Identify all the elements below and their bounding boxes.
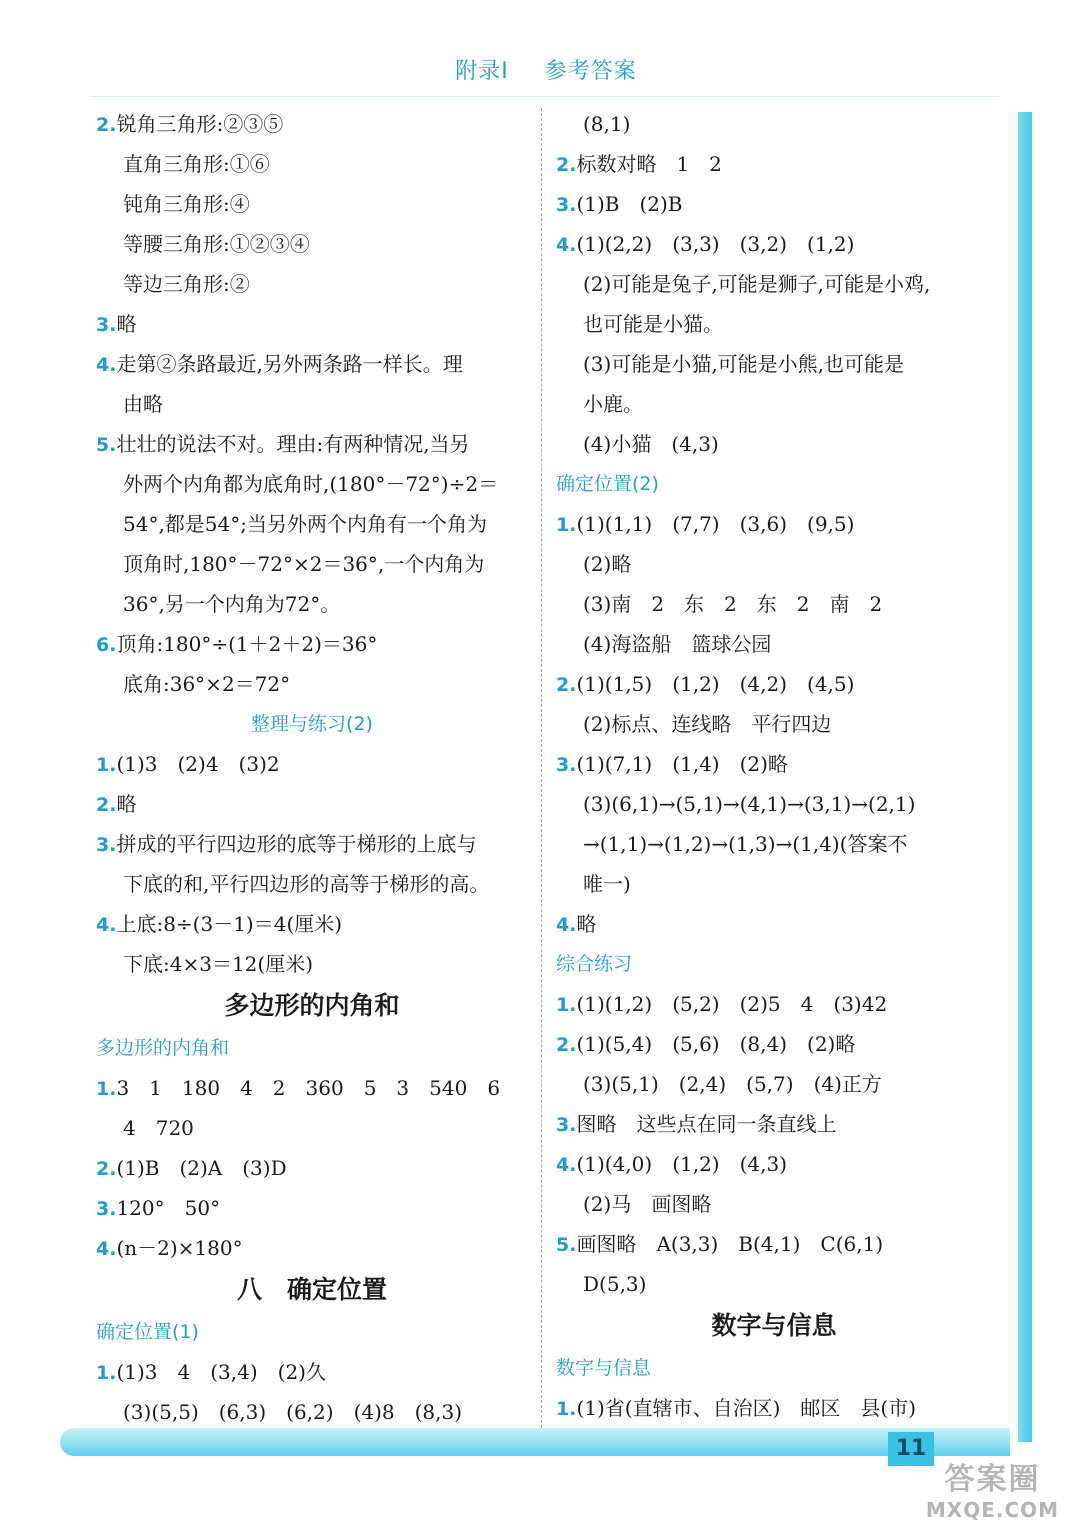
question-number: 4. [556,1154,577,1176]
question-number: 4. [556,914,577,936]
answer-text: (1)(1,5) (1,2) (4,2) (4,5) [576,672,855,696]
question-number: 4. [556,234,577,256]
answer-item [96,1148,528,1188]
answer-item [96,1188,528,1228]
answer-continuation: (3)可能是小猫,可能是小熊,也可能是 [583,352,905,376]
answer-continuation: (4)海盗船 篮球公园 [583,632,772,656]
question-number: 1. [556,1398,577,1420]
question-number: 3. [556,754,577,776]
answer-text: 画图略 A(3,3) B(4,1) C(6,1) [576,1232,884,1256]
section-heading: 确定位置(2) [556,473,659,495]
section-heading: 多边形的内角和 [96,1037,230,1059]
question-number: 2. [96,1158,117,1180]
watermark-logo: 答案圈 [944,1462,1041,1497]
header-rule [90,96,1000,97]
answer-item [556,504,992,544]
answer-continuation: 下底的和,平行四边形的高等于梯形的高。 [123,872,490,896]
question-number: 1. [556,514,577,536]
question-number: 4. [96,354,117,376]
answer-text: 上底:8÷(3－1)＝4(厘米) [116,912,343,936]
answer-continuation: (4)小猫 (4,3) [583,432,719,456]
answer-item [96,784,528,824]
question-number: 1. [556,994,577,1016]
page-number: 11 [888,1432,934,1466]
section-heading: 整理与练习(2) [251,713,373,735]
answer-text: (1)(2,2) (3,3) (3,2) (1,2) [576,232,855,256]
answer-text: (1)(5,4) (5,6) (8,4) (2)略 [576,1032,856,1056]
question-number: 2. [556,1034,577,1056]
answer-text: 略 [576,912,597,936]
page-header [0,54,1092,85]
answer-text: 图略 这些点在同一条直线上 [576,1112,837,1136]
question-number: 4. [96,914,117,936]
answer-continuation: →(1,1)→(1,2)→(1,3)→(1,4)(答案不 [583,832,908,856]
question-number: 3. [96,834,117,856]
question-number: 2. [556,154,577,176]
decorative-bottom-band [60,1428,1010,1456]
answer-continuation: 小鹿。 [583,392,643,416]
question-number: 2. [96,794,117,816]
answer-item [96,1228,528,1268]
question-number: 3. [556,194,577,216]
answer-text: (1)B (2)A (3)D [116,1156,287,1180]
answer-continuation: (2)略 [583,552,632,576]
right-column [556,104,992,1428]
answer-item [556,224,992,264]
answer-text: 标数对略 1 2 [576,152,722,176]
answer-text: (n－2)×180° [116,1236,243,1260]
answer-continuation: 4 720 [123,1116,194,1140]
answer-item [556,744,992,784]
answer-continuation: 等腰三角形:①②③④ [123,232,310,256]
answer-item [556,1144,992,1184]
answer-text: 120° 50° [116,1196,221,1220]
answer-continuation: (3)(6,1)→(5,1)→(4,1)→(3,1)→(2,1) [583,792,916,816]
answer-continuation: 顶角时,180°－72°×2＝36°,一个内角为 [123,552,485,576]
question-number: 1. [96,754,117,776]
answer-item [96,824,528,864]
answer-text: 3 1 180 4 2 360 5 3 540 6 [116,1076,501,1100]
answer-text: 略 [116,312,137,336]
answer-continuation: 也可能是小猫。 [583,312,723,336]
question-number: 5. [96,434,117,456]
answer-text: (1)(4,0) (1,2) (4,3) [576,1152,788,1176]
answer-continuation: (2)马 画图略 [583,1192,712,1216]
chapter-title: 数字与信息 [711,1311,837,1340]
answer-item [556,1224,992,1264]
answer-text: 走第②条路最近,另外两条路一样长。理 [116,352,463,376]
answer-item [96,344,528,384]
answer-continuation: 直角三角形:①⑥ [123,152,270,176]
answer-text: (1)3 (2)4 (3)2 [116,752,280,776]
answer-continuation: (2)标点、连线略 平行四边 [583,712,832,736]
answer-continuation: 钝角三角形:④ [123,192,250,216]
answer-continuation: 由略 [123,392,163,416]
answer-continuation: (2)可能是兔子,可能是狮子,可能是小鸡, [583,272,931,296]
answer-text: (1)3 4 (3,4) (2)久 [116,1360,326,1384]
header-appendix: 附录Ⅰ [455,59,509,84]
question-number: 3. [556,1114,577,1136]
question-number: 3. [96,314,117,336]
answer-continuation: 等边三角形:② [123,272,250,296]
answer-item [96,104,528,144]
section-heading: 综合练习 [556,953,633,975]
question-number: 3. [96,1198,117,1220]
answer-continuation: (3)(5,1) (2,4) (5,7) (4)正方 [583,1072,882,1096]
question-number: 1. [96,1078,117,1100]
answer-text: (1)省(直辖市、自治区) 邮区 县(市) [576,1396,916,1420]
answer-continuation: 下底:4×3＝12(厘米) [123,952,313,976]
answer-item [556,1388,992,1428]
answer-text: 略 [116,792,137,816]
watermark [900,1462,1085,1532]
answer-continuation: (8,1) [583,112,631,136]
answer-item [96,904,528,944]
section-heading: 数字与信息 [556,1357,652,1379]
answer-text: (1)(7,1) (1,4) (2)略 [576,752,788,776]
answer-item [96,1352,528,1392]
answer-text: (1)B (2)B [576,192,683,216]
header-title: 参考答案 [544,59,637,84]
chapter-title: 八 确定位置 [236,1275,387,1304]
answer-item [556,1024,992,1064]
answer-continuation: 唯一) [583,872,631,896]
watermark-url: MXQE.COM [925,1498,1060,1522]
chapter-title: 多边形的内角和 [224,991,400,1020]
answer-continuation: (3)(5,5) (6,3) (6,2) (4)8 (8,3) [123,1400,463,1424]
answer-item [96,1068,528,1108]
answer-continuation: D(5,3) [583,1272,647,1296]
column-divider [541,108,542,1428]
question-number: 2. [556,674,577,696]
answer-continuation: 底角:36°×2＝72° [123,672,291,696]
left-column [96,104,528,1432]
answer-text: (1)(1,1) (7,7) (3,6) (9,5) [576,512,855,536]
answer-item [96,744,528,784]
answer-continuation: 54°,都是54°;当另外两个内角有一个角为 [123,512,487,536]
answer-item [96,424,528,464]
answer-text: 顶角:180°÷(1＋2＋2)＝36° [116,632,378,656]
answer-item [556,984,992,1024]
answer-text: 壮壮的说法不对。理由:有两种情况,当另 [116,432,470,456]
question-number: 2. [96,114,117,136]
answer-item [556,664,992,704]
question-number: 1. [96,1362,117,1384]
question-number: 5. [556,1234,577,1256]
answer-continuation: 36°,另一个内角为72°。 [123,592,341,616]
answer-continuation: (3)南 2 东 2 东 2 南 2 [583,592,883,616]
answer-item [556,904,992,944]
answer-item [556,1104,992,1144]
question-number: 4. [96,1238,117,1260]
answer-item [96,624,528,664]
answer-text: 拼成的平行四边形的底等于梯形的上底与 [116,832,477,856]
answer-item [556,144,992,184]
answer-continuation: 外两个内角都为底角时,(180°－72°)÷2＝ [123,472,499,496]
answer-item [556,184,992,224]
answer-item [96,304,528,344]
decorative-right-band [1018,112,1032,1442]
question-number: 6. [96,634,117,656]
section-heading: 确定位置(1) [96,1321,199,1343]
answer-text: (1)(1,2) (5,2) (2)5 4 (3)42 [576,992,888,1016]
answer-text: 锐角三角形:②③⑤ [116,112,284,136]
